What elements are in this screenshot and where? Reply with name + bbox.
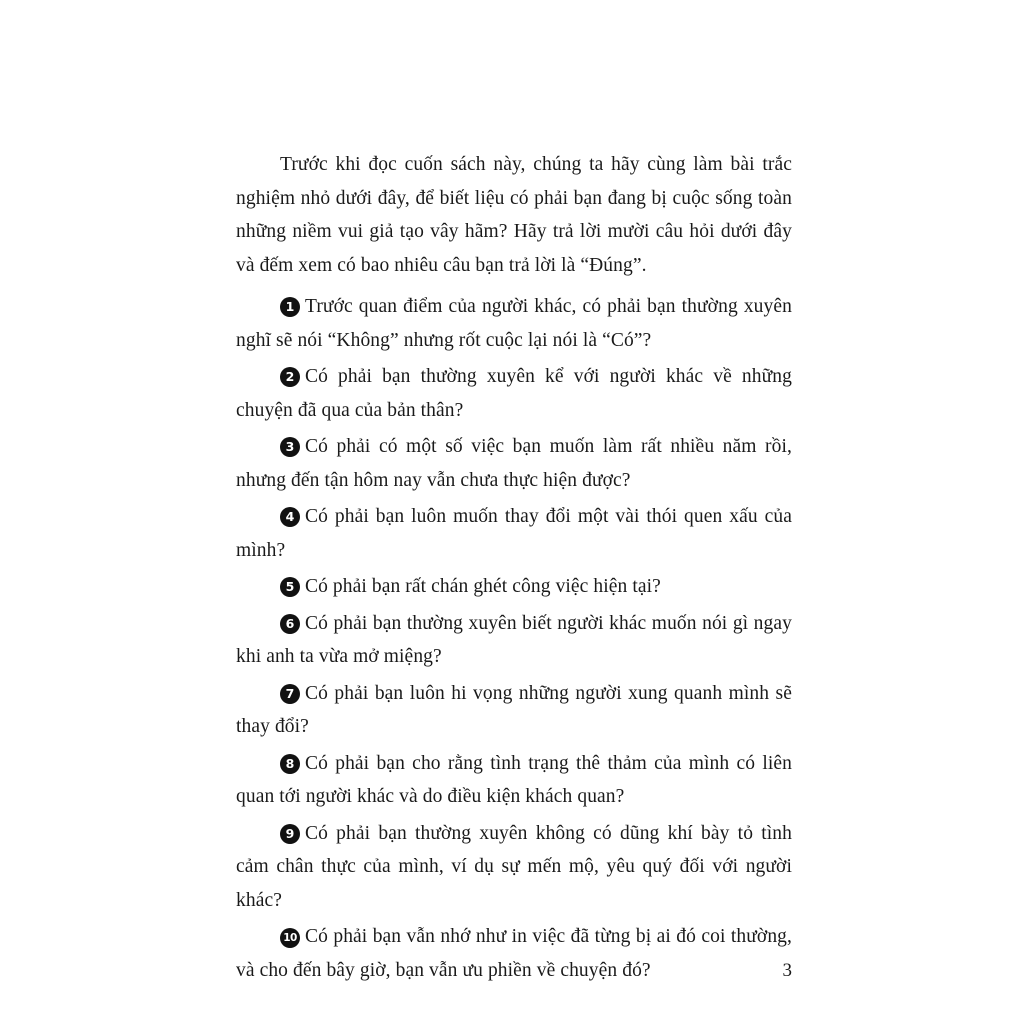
question-item [236, 817, 792, 918]
question-item [236, 677, 792, 744]
question-number-badge: 5 [280, 577, 300, 597]
question-number-badge: 3 [280, 437, 300, 457]
question-item [236, 570, 792, 604]
question-text: Có phải bạn rất chán ghét công việc hiện tại? [305, 576, 661, 597]
question-text: Có phải có một số việc bạn muốn làm rất nhiều năm rồi, nhưng đến tận hôm nay vẫn chưa thực hiện được? [236, 436, 792, 491]
question-number-badge: 4 [280, 507, 300, 527]
question-item [236, 360, 792, 427]
question-number-badge: 7 [280, 684, 300, 704]
question-number-badge: 9 [280, 824, 300, 844]
question-number-badge: 8 [280, 754, 300, 774]
question-item [236, 290, 792, 357]
page-text-column [236, 148, 792, 990]
question-text: Có phải bạn thường xuyên biết người khác muốn nói gì ngay khi anh ta vừa mở miệng? [236, 612, 792, 667]
question-text: Có phải bạn vẫn nhớ như in việc đã từng bị ai đó coi thường, và cho đến bây giờ, bạn vẫn ưu phiền về chuyện đó? [236, 926, 792, 981]
question-number-badge: 6 [280, 614, 300, 634]
question-number-badge: 1 [280, 297, 300, 317]
question-number-badge: 2 [280, 367, 300, 387]
question-text: Có phải bạn luôn muốn thay đổi một vài thói quen xấu của mình? [236, 506, 792, 561]
question-item [236, 430, 792, 497]
question-text: Trước quan điểm của người khác, có phải bạn thường xuyên nghĩ sẽ nói “Không” nhưng rốt cuộc lại nói là “Có”? [236, 296, 792, 351]
question-text: Có phải bạn thường xuyên không có dũng khí bày tỏ tình cảm chân thực của mình, ví dụ sự mến mộ, yêu quý đối với người khác? [236, 822, 792, 911]
question-text: Có phải bạn thường xuyên kể với người khác về những chuyện đã qua của bản thân? [236, 366, 792, 421]
question-item [236, 920, 792, 987]
intro-paragraph: Trước khi đọc cuốn sách này, chúng ta hãy cùng làm bài trắc nghiệm nhỏ dưới đây, để biết liệu có phải bạn đang bị cuộc sống toàn những niềm vui giả tạo vây hãm? Hãy trả lời mười câu hỏi dưới đây và đếm xem có bao nhiêu câu bạn trả lời là “Đúng”. [236, 154, 792, 276]
page-number: 3 [782, 960, 792, 981]
question-item [236, 747, 792, 814]
question-item [236, 500, 792, 567]
question-item [236, 607, 792, 674]
question-text: Có phải bạn cho rằng tình trạng thê thảm của mình có liên quan tới người khác và do điều kiện khách quan? [236, 752, 792, 807]
question-number-badge: 10 [280, 928, 300, 948]
question-text: Có phải bạn luôn hi vọng những người xung quanh mình sẽ thay đổi? [236, 682, 792, 737]
